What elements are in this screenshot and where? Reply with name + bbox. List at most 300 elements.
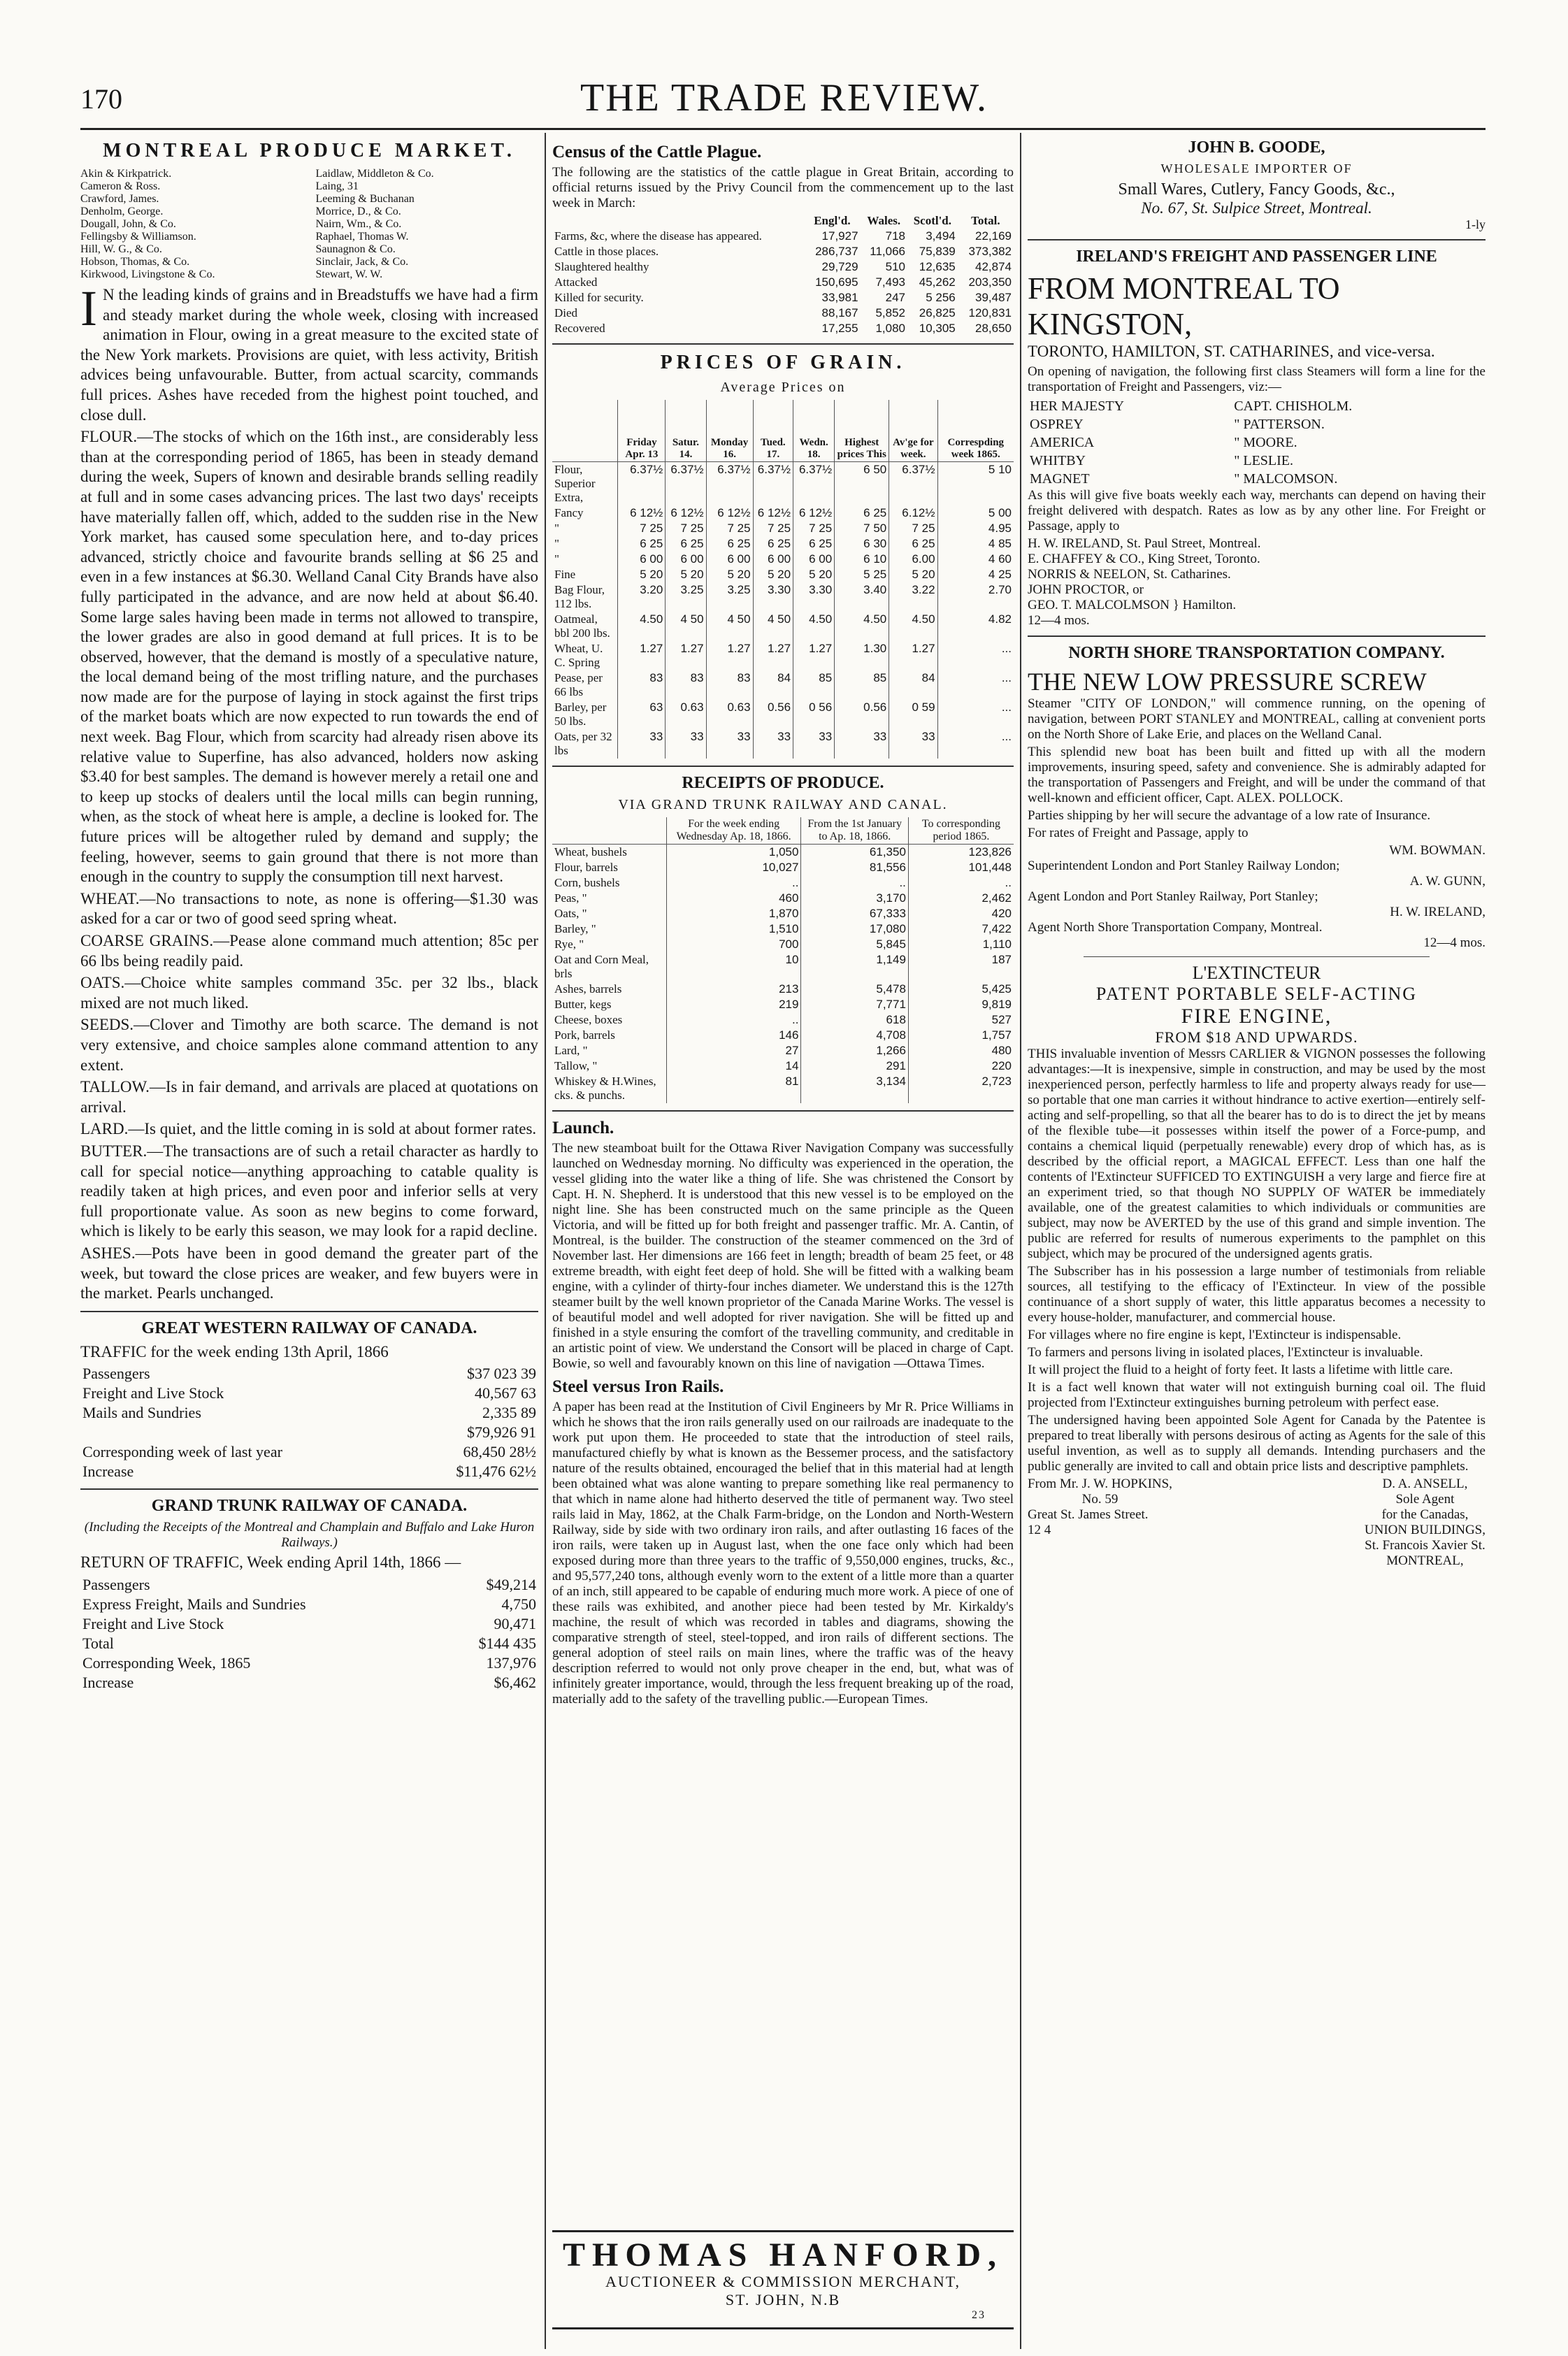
dealer-name: Nairn, Wm., & Co. bbox=[315, 218, 402, 230]
advertiser-line: WHOLESALE IMPORTER OF bbox=[1160, 161, 1353, 175]
signature-role: Superintendent London and Port Stanley Railway London; bbox=[1028, 858, 1340, 873]
ad-heading: NORTH SHORE TRANSPORTATION COMPANY. bbox=[1068, 643, 1445, 662]
ad-heading: L'EXTINCTEUR bbox=[1192, 962, 1321, 983]
market-report bbox=[80, 280, 538, 1304]
row-label: Lard, " bbox=[554, 1044, 588, 1057]
cell-value: 28,650 bbox=[975, 322, 1012, 335]
cell-value: 88,167 bbox=[821, 306, 858, 319]
cell-value: .. bbox=[801, 875, 908, 891]
table-row bbox=[552, 1043, 1014, 1058]
cell-value: 22,169 bbox=[975, 229, 1012, 243]
cell-value: 5,425 bbox=[908, 982, 1014, 997]
column-header: Tued. 17. bbox=[753, 400, 793, 462]
ad-footer-left bbox=[1028, 1477, 1172, 1569]
cell-value: 5 20 bbox=[753, 567, 793, 582]
cell-value: 6 12½ bbox=[666, 505, 706, 521]
cell-value: 10 bbox=[666, 952, 801, 982]
cell-value: 460 bbox=[666, 891, 801, 906]
cell-value: 5 20 bbox=[666, 567, 706, 582]
row-label: Oats, per 32 lbs bbox=[554, 730, 612, 757]
table-row bbox=[552, 641, 1014, 670]
cell-value: 3,494 bbox=[926, 229, 956, 243]
cell-value: 11,066 bbox=[870, 245, 905, 258]
cell-value: 0.63 bbox=[666, 700, 706, 729]
ledger-amount: 4,750 bbox=[501, 1595, 536, 1613]
cell-value: 83 bbox=[618, 670, 666, 700]
ad-footer-line: UNION BUILDINGS, bbox=[1364, 1522, 1486, 1537]
ad-route: FROM MONTREAL TO KINGSTON, bbox=[1028, 271, 1340, 341]
ledger-label: Freight and Live Stock bbox=[82, 1384, 224, 1402]
cell-value: .. bbox=[908, 875, 1014, 891]
row-label: Butter, kegs bbox=[554, 998, 612, 1011]
cell-value: 7 25 bbox=[618, 521, 666, 536]
section-heading: PRICES OF GRAIN. bbox=[660, 352, 906, 373]
column-header bbox=[552, 213, 804, 229]
cell-value: 510 bbox=[885, 260, 905, 273]
row-label: " bbox=[554, 522, 559, 535]
dealer-name: Saunagnon & Co. bbox=[315, 243, 396, 255]
ledger-row bbox=[80, 1653, 538, 1673]
cell-value: 6.37½ bbox=[666, 462, 706, 506]
row-label: Cattle in those places. bbox=[554, 245, 659, 258]
ledger-label: Corresponding Week, 1865 bbox=[82, 1653, 251, 1672]
cell-value: 0 56 bbox=[793, 700, 835, 729]
cell-value: 0 59 bbox=[889, 700, 937, 729]
table-row bbox=[552, 505, 1014, 521]
cell-value: 10,305 bbox=[919, 322, 956, 335]
receipts-table bbox=[552, 817, 1014, 1103]
ad-body: As this will give five boats weekly each way, merchants can depend on having their freight delivered with despatch. Rates as low as by any other line. For Freight or Passage, apply to bbox=[1028, 487, 1486, 533]
cell-value: .. bbox=[666, 875, 801, 891]
ad-body: The Subscriber has in his possession a large number of testimonials from reliable sources, all testifying to the efficacy of l'Extincteur. In view of the possible continuance of a short supply of water, this little apparatus becomes a necessity to every house-holder, manufacturer, and commercial house. bbox=[1028, 1263, 1486, 1325]
ledger-row bbox=[80, 1364, 538, 1384]
ledger-amount: 2,335 89 bbox=[482, 1404, 536, 1422]
cell-value: 6 25 bbox=[835, 505, 889, 521]
cell-value: 1.27 bbox=[666, 641, 706, 670]
advertiser-address: No. 67, St. Sulpice Street, Montreal. bbox=[1141, 199, 1372, 217]
page-number: 170 bbox=[80, 83, 122, 115]
divider bbox=[1028, 635, 1486, 637]
ledger-row bbox=[80, 1634, 538, 1653]
ad-footer-line: No. 59 bbox=[1081, 1491, 1119, 1507]
ledger-label: Mails and Sundries bbox=[82, 1404, 201, 1422]
ledger-amount: $11,476 62½ bbox=[456, 1463, 536, 1481]
table-row bbox=[552, 860, 1014, 875]
cell-value: 7 25 bbox=[706, 521, 753, 536]
cell-value: 2.70 bbox=[937, 582, 1014, 612]
cell-value: 7 25 bbox=[793, 521, 835, 536]
dealer-name: Raphael, Thomas W. bbox=[315, 231, 409, 243]
row-label: Flour, Superior Extra, bbox=[554, 463, 596, 504]
row-label: Slaughtered healthy bbox=[554, 260, 649, 273]
ad-body: THIS invaluable invention of Messrs CARLIER & VIGNON possesses the following advantages:—It is inexpensive, simple in construction, and may be used by the most inexperienced person, perfectly harmless to life and property always ready for use—so portable that one man carries it without hindrance to active exertion—entirely self-acting and self-propelling, so that all the bearer has to do is to direct the jet by means of the flexible tube—it possesses within itself the power of a Force-pump, and contains a chemical liquid (perpetually renewable) every drop of which has, as is described by the official report, a MAGICAL EFFECT. Less than one half the contents of l'Extincteur SUFFICED TO EXTINGUISH a very large and fierce fire at an experiment tried, so that though NO SUPPLY OF WATER be immediately available, one of the greatest calamities to which individuals or communities are subject, may now be AVERTED by the use of this grand and simple invention. The public are referred for results of numerous experiments to the pamphlet on this subject, which may be procured of the undersigned agents gratis. bbox=[1028, 1046, 1486, 1261]
agent-line: JOHN PROCTOR, or bbox=[1028, 582, 1144, 597]
agent-line: E. CHAFFEY & CO., King Street, Toronto. bbox=[1028, 551, 1260, 566]
steamer-captain: " MOORE. bbox=[1234, 434, 1297, 450]
table-row bbox=[552, 1058, 1014, 1074]
table-row bbox=[552, 536, 1014, 552]
ledger-amount: 90,471 bbox=[494, 1614, 536, 1632]
cell-value: 45,262 bbox=[919, 275, 956, 289]
cell-value: 1,149 bbox=[801, 952, 908, 982]
article-title: Census of the Cattle Plague. bbox=[552, 143, 762, 161]
cell-value: 33 bbox=[889, 729, 937, 759]
table-row bbox=[552, 244, 1014, 259]
ad-title: THE NEW LOW PRESSURE SCREW bbox=[1028, 667, 1427, 696]
market-paragraph: LARD.—Is quiet, and the little coming in is sold at about former rates. bbox=[80, 1120, 537, 1138]
ad-body: It will project the fluid to a height of forty feet. It lasts a lifetime with little care. bbox=[1028, 1362, 1453, 1377]
cell-value: 1.27 bbox=[618, 641, 666, 670]
cell-value: 1,757 bbox=[908, 1028, 1014, 1043]
ledger-amount: $79,926 91 bbox=[467, 1423, 536, 1442]
column-divider bbox=[545, 133, 546, 2349]
cell-value: 4 85 bbox=[937, 536, 1014, 552]
market-paragraph: COARSE GRAINS.—Pease alone command much attention; 85c per 66 lbs being readily paid. bbox=[80, 932, 538, 970]
ledger-row bbox=[80, 1575, 538, 1595]
table-row bbox=[552, 875, 1014, 891]
table-row bbox=[552, 275, 1014, 290]
cell-value: 3.30 bbox=[753, 582, 793, 612]
cell-value: 6 00 bbox=[706, 552, 753, 567]
cell-value: 718 bbox=[885, 229, 905, 243]
ad-body: Parties shipping by her will secure the advantage of a low rate of Insurance. bbox=[1028, 807, 1431, 823]
table-row bbox=[552, 567, 1014, 582]
advertiser-line: Small Wares, Cutlery, Fancy Goods, &c., bbox=[1118, 180, 1395, 199]
cell-value: 1.27 bbox=[706, 641, 753, 670]
cell-value: 6 25 bbox=[706, 536, 753, 552]
article-body: The new steamboat built for the Ottawa River Navigation Company was successfully launched on Wednesday morning. No difficulty was experienced in the operation, the vessel gliding into the water like a thing of life. She was christened the Consort by Capt. H. N. Shepherd. It is understood that this new vessel is to be employed on the night line. She has been constructed much on the same principle as the Queen Victoria, and will be fitted up for both freight and passenger traffic. Mr. A. Cantin, of Montreal, is the builder. The construction of the steamer commenced on the 3rd of November last. Her dimensions are 166 feet in length; breadth of beam 25 feet, or 48 extreme breadth, with eight feet deep of hold. She will be fitted with a walking beam engine, with a cylinder of thirty-four inches diameter. We understand this is the 127th steamer built by the well known proprietor of the Canada Marine Works. The vessel is of beautiful model and well adopted for river navigation. She will be fitted up and finished in a style ensuring the comfort of the travelling community, and creditable in an artistic point of view. We understand the Consort will be placed in charge of Capt. Bowie, so well and favourably known on this line of navigation —Ottawa Times. bbox=[552, 1141, 1014, 1371]
cell-value: 7 25 bbox=[666, 521, 706, 536]
cell-value: 203,350 bbox=[968, 275, 1012, 289]
cell-value: 6 50 bbox=[835, 462, 889, 506]
cell-value: 83 bbox=[706, 670, 753, 700]
row-label: Bag Flour, 112 lbs. bbox=[554, 583, 605, 610]
row-label: Wheat, bushels bbox=[554, 845, 627, 859]
ad-code: 1-ly bbox=[1465, 217, 1486, 231]
column-header: Satur. 14. bbox=[666, 400, 706, 462]
dealer-name: Kirkwood, Livingstone & Co. bbox=[80, 268, 215, 280]
cell-value: 3.22 bbox=[889, 582, 937, 612]
table-row bbox=[552, 997, 1014, 1012]
ad-body: The undersigned having been appointed Sole Agent for Canada by the Patentee is prepared to treat liberally with persons desirous of acting as Agents for the sale of this useful invention, as well as to supply all demands. Intending purchasers and the public generally are invited to call and obtain price lists and descriptive pamphlets. bbox=[1028, 1412, 1486, 1474]
signature-role: Agent North Shore Transportation Company, Montreal. bbox=[1028, 919, 1323, 935]
cell-value: 527 bbox=[908, 1012, 1014, 1028]
divider bbox=[552, 1110, 1014, 1112]
cell-value: 3.25 bbox=[706, 582, 753, 612]
steamer-list bbox=[1028, 397, 1486, 488]
dealer-name: Hill, W. G., & Co. bbox=[80, 243, 162, 255]
agent-line: NORRIS & NEELON, St. Catharines. bbox=[1028, 566, 1231, 582]
divider bbox=[80, 1488, 538, 1490]
traffic-intro: RETURN OF TRAFFIC, Week ending April 14th, 1866 — bbox=[80, 1553, 461, 1572]
ledger-label: Express Freight, Mails and Sundries bbox=[82, 1595, 306, 1613]
cell-value: 14 bbox=[666, 1058, 801, 1074]
agent-line: H. W. IRELAND, St. Paul Street, Montreal. bbox=[1028, 536, 1261, 551]
cell-value: 42,874 bbox=[975, 260, 1012, 273]
ledger-row bbox=[80, 1595, 538, 1614]
cell-value: 6.37½ bbox=[618, 462, 666, 506]
cell-value: ... bbox=[937, 641, 1014, 670]
steamer-row bbox=[1028, 397, 1486, 415]
dealer-name: Akin & Kirkpatrick. bbox=[80, 168, 172, 180]
cell-value: 220 bbox=[908, 1058, 1014, 1074]
row-label: Attacked bbox=[554, 275, 598, 289]
cell-value: 6.37½ bbox=[706, 462, 753, 506]
section-heading: RECEIPTS OF PRODUCE. bbox=[682, 774, 884, 792]
table-row bbox=[552, 921, 1014, 937]
cell-value: 1.27 bbox=[753, 641, 793, 670]
row-label: Recovered bbox=[554, 322, 605, 335]
ledger-label: Increase bbox=[82, 1463, 134, 1481]
ad-code: 12 4 bbox=[1028, 1522, 1051, 1537]
market-paragraph: I N the leading kinds of grains and in Breadstuffs we have had a firm and steady market during the whole week, closing with increased animation in Flour, owing in a great measure to the excited state of the New York markets. Provisions are quiet, with less activity, British advices being unfavourable. Butter, from actual scarcity, commands full prices. Ashes have receded from the highest point touched, and close dull. bbox=[80, 280, 538, 424]
ad-body: It is a fact well known that water will not extinguish burning coal oil. The fluid projected from l'Extincteur extinguishes burning petroleum with perfect ease. bbox=[1028, 1379, 1486, 1410]
dealer-name: Fellingsby & Williamson. bbox=[80, 231, 196, 243]
article-intro: The following are the statistics of the cattle plague in Great Britain, according to official returns issued by the Privy Council from the commencement up to the last week in March: bbox=[552, 165, 1014, 210]
cell-value: 4 50 bbox=[753, 612, 793, 641]
table-header-row bbox=[552, 817, 1014, 845]
article-body: A paper has been read at the Institution of Civil Engineers by Mr R. Price Williams in which he shows that the iron rails generally used on our railroads are inadequate to the work put upon them. He proceeded to state that the introduction of steel rails, manufactured chiefly by what is known as the Bessemer process, and the satisfactory nature of the results obtained, encouraged the belief that in this material had at length been obtained what was alone wanting to prepare something like real permanency to that which in name alone had hitherto deserved the title of permanent way. Two steel rails laid in May, 1862, at the Chalk Farm-bridge, on the London and North-Western Railway, side by side with two ordinary iron rails, and after outlasting 16 faces of the iron rails, were taken up in August last, when the one face only which had been exposed during more than three years to the traffic of 9,550,000 engines, trucks, &c., and 95,577,240 tons, although evenly worn to the extent of a little more than a quarter of an inch, still appeared to be capable of enduring much more work. A piece of one of these rails was exhibited, and another piece had been tested by Mr. Kirkaldy's machine, the result of which was recorded in tables and diagrams, showing the comparative strength of steel, steel-topped, and iron rails of different sections. The general adoption of steel rails on main lines, where the traffic was of the heavy description referred to would not only prove cheaper in the end, but, what was of infinitely greater importance, would, through the less frequent breaking up of the road, materially add to the safety of the travelling public.—European Times. bbox=[552, 1400, 1014, 1707]
advertiser-place: ST. JOHN, N.B bbox=[725, 2291, 841, 2308]
agent-list bbox=[1028, 536, 1486, 613]
row-label: Tallow, " bbox=[554, 1059, 598, 1072]
cell-value: 33 bbox=[793, 729, 835, 759]
column-header: Wales. bbox=[867, 214, 901, 227]
grain-table bbox=[552, 400, 1014, 759]
signature: WM. BOWMAN. bbox=[1389, 842, 1486, 858]
dealer-name: Dougall, John, & Co. bbox=[80, 218, 176, 230]
dealer-col bbox=[316, 168, 539, 281]
ad-footer-line: MONTREAL, bbox=[1386, 1553, 1464, 1568]
cell-value: 6 25 bbox=[793, 536, 835, 552]
steamer-captain: " LESLIE. bbox=[1234, 452, 1294, 468]
cell-value: 5,852 bbox=[875, 306, 905, 319]
traffic-intro: TRAFFIC for the week ending 13th April, 1866 bbox=[80, 1342, 389, 1360]
traffic-table bbox=[80, 1364, 538, 1481]
table-row bbox=[552, 306, 1014, 321]
row-label: Oats, " bbox=[554, 907, 587, 920]
ledger-row bbox=[80, 1673, 538, 1693]
cell-value: 373,382 bbox=[968, 245, 1012, 258]
table-row bbox=[552, 1074, 1014, 1103]
dealer-name: Laidlaw, Middleton & Co. bbox=[315, 168, 434, 180]
cell-value: 5,845 bbox=[801, 937, 908, 952]
ad-price: FROM $18 AND UPWARDS. bbox=[1155, 1028, 1358, 1046]
cell-value: 9,819 bbox=[908, 997, 1014, 1012]
cell-value: 5 20 bbox=[793, 567, 835, 582]
signature-role: Agent London and Port Stanley Railway, Port Stanley; bbox=[1028, 889, 1318, 904]
ad-footer-line: for the Canadas, bbox=[1381, 1507, 1469, 1522]
cell-value: 146 bbox=[666, 1028, 801, 1043]
market-paragraph: BUTTER.—The transactions are of such a retail character as hardly to call for special notice—anything approaching to catable quality is readily taken at high prices, and even poor and inferior sells at very full proportionate value. As soon as new begins to come forward, which is likely to be early this season, we may look for a rapid decline. bbox=[80, 1142, 538, 1240]
cell-value: 101,448 bbox=[908, 860, 1014, 875]
table-header-row bbox=[552, 213, 1014, 229]
table-row bbox=[552, 845, 1014, 861]
dealer-name: Morrice, D., & Co. bbox=[315, 206, 401, 217]
table-row bbox=[552, 229, 1014, 244]
column-header bbox=[552, 400, 618, 462]
cell-value: 4 50 bbox=[706, 612, 753, 641]
cell-value: 4.50 bbox=[618, 612, 666, 641]
column-header: Friday Apr. 13 bbox=[618, 400, 666, 462]
column-header: To corresponding period 1865. bbox=[908, 817, 1014, 845]
row-label: Died bbox=[554, 306, 578, 319]
table-row bbox=[552, 612, 1014, 641]
signature: H. W. IRELAND, bbox=[1390, 904, 1486, 919]
cell-value: 29,729 bbox=[821, 260, 858, 273]
cell-value: 4.82 bbox=[937, 612, 1014, 641]
table-row bbox=[552, 1028, 1014, 1043]
table-row bbox=[552, 700, 1014, 729]
divider bbox=[1084, 956, 1430, 957]
cell-value: 6 12½ bbox=[706, 505, 753, 521]
cell-value: 5,478 bbox=[801, 982, 908, 997]
column-middle bbox=[552, 137, 1014, 1709]
column-header: Correspding week 1865. bbox=[937, 400, 1014, 462]
cell-value: 7,771 bbox=[801, 997, 908, 1012]
hanford-advertisement bbox=[552, 2230, 1014, 2329]
table-subheading: Average Prices on bbox=[720, 380, 846, 395]
table-subheading: VIA GRAND TRUNK RAILWAY AND CANAL. bbox=[618, 797, 948, 812]
cell-value: 6 10 bbox=[835, 552, 889, 567]
row-label: Barley, per 50 lbs. bbox=[554, 701, 607, 728]
cell-value: 4 50 bbox=[666, 612, 706, 641]
cell-value: 4.50 bbox=[835, 612, 889, 641]
cell-value: 6.00 bbox=[889, 552, 937, 567]
table-row bbox=[552, 982, 1014, 997]
cell-value: 6 00 bbox=[666, 552, 706, 567]
cell-value: 4,708 bbox=[801, 1028, 908, 1043]
column-header: Engl'd. bbox=[814, 214, 851, 227]
article-title: Steel versus Iron Rails. bbox=[552, 1377, 724, 1396]
cell-value: 480 bbox=[908, 1043, 1014, 1058]
ledger-label: Corresponding week of last year bbox=[82, 1443, 282, 1461]
steamer-captain: " PATTERSON. bbox=[1234, 416, 1325, 432]
cell-value: 6.12½ bbox=[889, 505, 937, 521]
section-heading: GREAT WESTERN RAILWAY OF CANADA. bbox=[141, 1319, 477, 1337]
ad-code: 23 bbox=[972, 2309, 986, 2321]
ledger-label: Passengers bbox=[82, 1365, 150, 1383]
cell-value: 1.27 bbox=[793, 641, 835, 670]
cell-value: 1,110 bbox=[908, 937, 1014, 952]
cell-value: ... bbox=[937, 670, 1014, 700]
plague-table bbox=[552, 213, 1014, 336]
cell-value: 6.37½ bbox=[889, 462, 937, 506]
steamer-name: MAGNET bbox=[1030, 471, 1090, 487]
column-right bbox=[1028, 137, 1486, 1569]
table-row bbox=[552, 729, 1014, 759]
ledger-label: Increase bbox=[82, 1673, 134, 1691]
agent-line: GEO. T. MALCOLMSON } Hamilton. bbox=[1028, 597, 1237, 612]
cell-value: 83 bbox=[666, 670, 706, 700]
row-label: Whiskey & H.Wines, cks. & punchs. bbox=[554, 1075, 656, 1102]
cell-value: 247 bbox=[885, 291, 905, 304]
steamer-name: AMERICA bbox=[1030, 434, 1095, 450]
ledger-row bbox=[80, 1614, 538, 1634]
cell-value: 5 10 bbox=[937, 462, 1014, 506]
ledger-row bbox=[80, 1403, 538, 1423]
dealer-name: Stewart, W. W. bbox=[315, 268, 383, 280]
cell-value: 2,462 bbox=[908, 891, 1014, 906]
cell-value: 4 25 bbox=[937, 567, 1014, 582]
column-header bbox=[552, 817, 666, 845]
ad-footer-line: D. A. ANSELL, bbox=[1382, 1476, 1468, 1491]
ledger-row bbox=[80, 1462, 538, 1481]
dealer-col bbox=[80, 168, 303, 281]
cell-value: 3.20 bbox=[618, 582, 666, 612]
divider bbox=[552, 343, 1014, 345]
market-paragraph: ASHES.—Pots have been in good demand the greater part of the week, but toward the close prices are weaker, and few buyers were in the market. Pearls unchanged. bbox=[80, 1244, 538, 1302]
cell-value: 4.50 bbox=[793, 612, 835, 641]
column-header: For the week ending Wednesday Ap. 18, 1866. bbox=[666, 817, 801, 845]
cell-value: 4.95 bbox=[937, 521, 1014, 536]
ad-code: 12—4 mos. bbox=[1028, 612, 1090, 628]
cell-value: 700 bbox=[666, 937, 801, 952]
ad-body: To farmers and persons living in isolated places, l'Extincteur is invaluable. bbox=[1028, 1344, 1423, 1360]
cell-value: 6 12½ bbox=[793, 505, 835, 521]
market-paragraph: OATS.—Choice white samples command 35c. per 32 lbs., black mixed are not much liked. bbox=[80, 974, 538, 1012]
ledger-label: Freight and Live Stock bbox=[82, 1614, 224, 1632]
table-row bbox=[552, 670, 1014, 700]
ledger-amount: 68,450 28½ bbox=[463, 1443, 536, 1461]
ad-title: FIRE ENGINE, bbox=[1181, 1004, 1332, 1028]
cell-value: 33 bbox=[835, 729, 889, 759]
row-label: Peas, " bbox=[554, 891, 587, 905]
ledger-amount: $6,462 bbox=[494, 1673, 536, 1691]
cell-value: 33 bbox=[666, 729, 706, 759]
ledger-amount: $144 435 bbox=[478, 1634, 536, 1652]
ledger-label bbox=[80, 1423, 404, 1442]
cell-value: 17,080 bbox=[801, 921, 908, 937]
cell-value: 75,839 bbox=[919, 245, 956, 258]
cell-value: 6.37½ bbox=[793, 462, 835, 506]
dealer-name: Crawford, James. bbox=[80, 193, 159, 205]
column-header: Monday 16. bbox=[706, 400, 753, 462]
row-label: Cheese, boxes bbox=[554, 1013, 623, 1026]
market-paragraph: FLOUR.—The stocks of which on the 16th inst., are considerably less than at the corresponding period of 1865, has been in steady demand during the week, Supers of known and desirable brands selling readily at full and in some cases advancing prices. The last two days' receipts have materially fallen off, which, added to the sudden rise in the New York market, has caused some speculation here, and to-day prices advanced, strictly choice and favourite brands selling at $6 25 and even in a few instances at $6.30. Welland Canal City Brands have also fully participated in the advance, and are now held at about $6.40. Some large sales having been made in terms not allowed to transpire, the lower grades are also in good demand at full prices. It is to be observed, however, that the demand is mostly of a speculative nature, the local demand being of the most trifling nature, and the purchases now made are for the purpose of laying in stock against the first trips of the market boats which are now expected to run towards the end of next week. Bag Flour, which from scarcity had already risen above its relative value to Superfine, has also advanced, holders now asking $3.40 for best samples. The demand is however merely a retail one and to keep up stocks of dealers until the local mills can begin running, when, as the stock of wheat here is ample, a decline is looked for. The future prices will be altogether ruled by demand and supply; the feeling, however, seems to gain ground that there is not more than enough in the country to supply the consumption till next harvest. bbox=[80, 428, 538, 886]
ad-footer-line: Sole Agent bbox=[1395, 1491, 1455, 1507]
column-header: Scotl'd. bbox=[913, 214, 952, 227]
signature: A. W. GUNN, bbox=[1409, 873, 1486, 889]
cell-value: 6 25 bbox=[889, 536, 937, 552]
row-label: Pease, per 66 lbs bbox=[554, 671, 603, 698]
cell-value: 2,723 bbox=[908, 1074, 1014, 1103]
cell-value: 150,695 bbox=[815, 275, 858, 289]
cell-value: 7 25 bbox=[889, 521, 937, 536]
divider bbox=[1028, 239, 1486, 240]
cell-value: 291 bbox=[801, 1058, 908, 1074]
row-label: Wheat, U. C. Spring bbox=[554, 642, 603, 669]
dealer-name: Sinclair, Jack, & Co. bbox=[315, 256, 409, 268]
cell-value: 1,050 bbox=[666, 845, 801, 861]
divider bbox=[552, 766, 1014, 767]
ad-route-sub: TORONTO, HAMILTON, ST. CATHARINES, and vice-versa. bbox=[1028, 343, 1435, 360]
row-label: Oat and Corn Meal, brls bbox=[554, 953, 649, 980]
cell-value: 6 00 bbox=[793, 552, 835, 567]
ad-body: For villages where no fire engine is kept, l'Extincteur is indispensable. bbox=[1028, 1327, 1402, 1342]
cell-value: 0.56 bbox=[753, 700, 793, 729]
steamer-row bbox=[1028, 452, 1486, 470]
row-label: Fancy bbox=[554, 506, 584, 519]
table-row bbox=[552, 552, 1014, 567]
column-divider bbox=[1020, 133, 1021, 2349]
ledger-row bbox=[80, 1384, 538, 1403]
cell-value: 1,080 bbox=[875, 322, 905, 335]
ad-footer-line: St. Francois Xavier St. bbox=[1365, 1537, 1486, 1553]
cell-value: 67,333 bbox=[801, 906, 908, 921]
cell-value: 1,870 bbox=[666, 906, 801, 921]
steamer-name: OSPREY bbox=[1030, 416, 1084, 432]
